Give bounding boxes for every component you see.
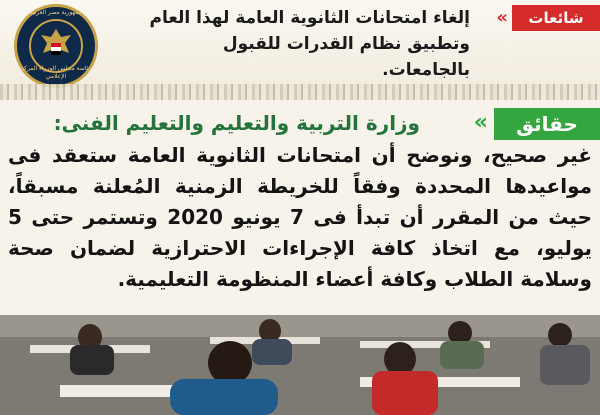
logo-top-text: جمهورية مصر العربية bbox=[29, 9, 83, 16]
facts-section bbox=[0, 100, 600, 315]
exam-hall-photo bbox=[0, 315, 600, 415]
facts-body: غير صحيح، ونوضح أن امتحانات الثانوية العامة ستعقد فى مواعيدها المحددة وفقاً للخريطة الزمنية المُعلنة مسبقاً، حيث من المقرر أن تبدأ فى 7 يونيو 2020 وتستمر حتى 5 يوليو، مع اتخاذ كافة الإجراءات الاحترازية لضمان صحة وسلامة الطلاب وكافة أعضاء المنظومة التعليمية. bbox=[8, 143, 593, 291]
double-chevron-left-icon: « bbox=[496, 7, 508, 28]
rumor-tag: شائعات bbox=[512, 5, 600, 31]
rumor-section bbox=[0, 0, 600, 92]
egypt-cabinet-media-center-seal bbox=[14, 4, 98, 88]
logo-bottom-text: رئاسة مجلس الوزراء المركز الإعلامي bbox=[20, 65, 92, 80]
facts-source: وزارة التربية والتعليم والتعليم الفنى: bbox=[53, 111, 420, 135]
rumor-text: إلغاء امتحانات الثانوية العامة لهذا العام وتطبيق نظام القدرات للقبول بالجامعات. bbox=[149, 8, 470, 80]
double-chevron-left-icon: « bbox=[473, 110, 488, 135]
facts-tag: حقائق bbox=[494, 108, 600, 140]
